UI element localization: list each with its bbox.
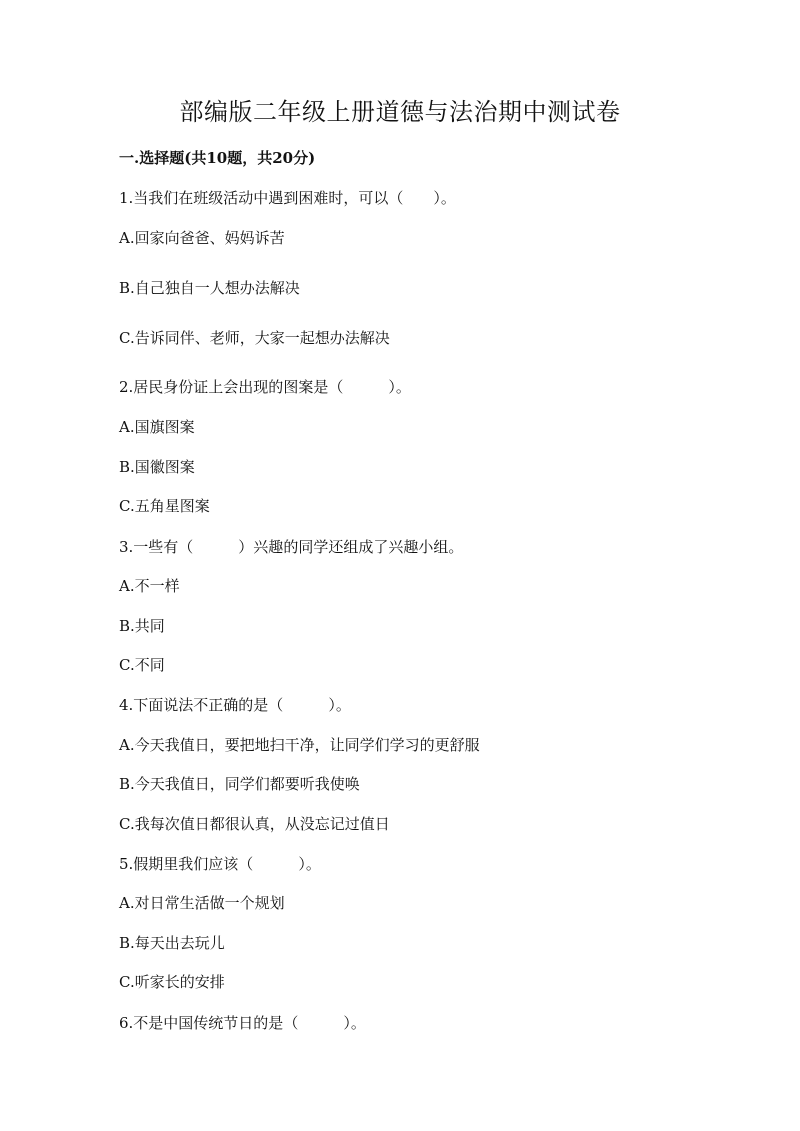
question-1-stem: 1.当我们在班级活动中遇到困难时，可以（ ）。 bbox=[119, 189, 456, 207]
question-2-option-c: C.五角星图案 bbox=[119, 497, 210, 515]
question-3-option-b: B.共同 bbox=[119, 617, 165, 635]
question-3-option-c: C.不同 bbox=[119, 656, 165, 674]
section-heading: 一.选择题(共10题，共20分) bbox=[119, 149, 316, 167]
question-5-option-a: A.对日常生活做一个规划 bbox=[119, 894, 285, 912]
question-5-stem: 5.假期里我们应该（ ）。 bbox=[119, 855, 321, 873]
question-1-option-a: A.回家向爸爸、妈妈诉苦 bbox=[119, 229, 285, 247]
question-2-option-b: B.国徽图案 bbox=[119, 458, 195, 476]
question-2-option-a: A.国旗图案 bbox=[119, 418, 195, 436]
question-3-stem: 3.一些有（ ）兴趣的同学还组成了兴趣小组。 bbox=[119, 538, 464, 556]
question-4-option-a: A.今天我值日，要把地扫干净，让同学们学习的更舒服 bbox=[119, 736, 480, 754]
question-2-stem: 2.居民身份证上会出现的图案是（ ）。 bbox=[119, 378, 411, 396]
question-1-option-c: C.告诉同伴、老师，大家一起想办法解决 bbox=[119, 329, 390, 347]
question-4-option-b: B.今天我值日，同学们都要听我使唤 bbox=[119, 775, 360, 793]
question-4-stem: 4.下面说法不正确的是（ ）。 bbox=[119, 696, 351, 714]
page-title: 部编版二年级上册道德与法治期中测试卷 bbox=[179, 98, 621, 126]
question-1-option-b: B.自己独自一人想办法解决 bbox=[119, 279, 300, 297]
question-4-option-c: C.我每次值日都很认真，从没忘记过值日 bbox=[119, 815, 390, 833]
question-5-option-b: B.每天出去玩儿 bbox=[119, 934, 225, 952]
question-5-option-c: C.听家长的安排 bbox=[119, 973, 225, 991]
question-6-stem: 6.不是中国传统节日的是（ ）。 bbox=[119, 1014, 366, 1032]
question-3-option-a: A.不一样 bbox=[119, 577, 180, 595]
